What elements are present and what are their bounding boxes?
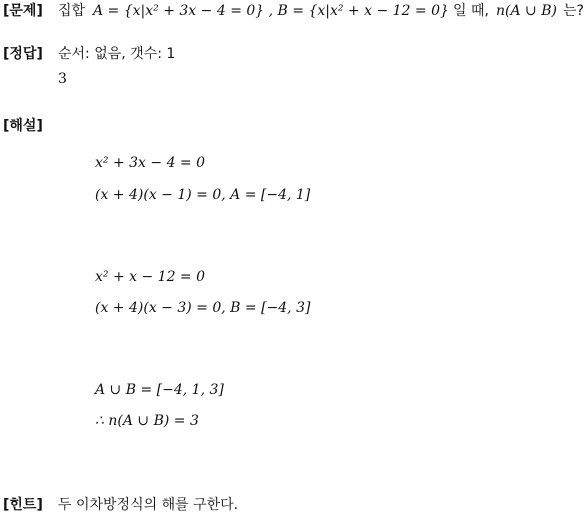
problem-suffix: 일 때, xyxy=(453,3,489,19)
problem-ending: 는? xyxy=(563,3,584,19)
problem-statement-math: A = {x|x² + 3x − 4 = 0} , B = {x|x² + x − 12 = 0} xyxy=(93,3,449,19)
answer-label: [정답] xyxy=(3,46,43,62)
answer-meta: 순서: 없음, 갯수: 1 xyxy=(58,46,176,62)
explanation-line-2: (x + 4)(x − 1) = 0, A = [−4, 1] xyxy=(95,187,311,203)
explanation-line-5: A ∪ B = [−4, 1, 3] xyxy=(95,382,224,398)
problem-prefix: 집합 xyxy=(58,3,86,19)
hint-text: 두 이차방정식의 해를 구한다. xyxy=(58,497,239,513)
explanation-line-4: (x + 4)(x − 3) = 0, B = [−4, 3] xyxy=(95,300,311,316)
explanation-line-6: ∴ n(A ∪ B) = 3 xyxy=(95,413,199,429)
answer-value: 3 xyxy=(58,71,67,87)
explanation-line-1: x² + 3x − 4 = 0 xyxy=(95,155,206,171)
explanation-line-3: x² + x − 12 = 0 xyxy=(95,269,206,285)
explanation-label: [해설] xyxy=(3,118,43,134)
hint-label: [힌트] xyxy=(3,497,43,513)
problem-label: [문제] xyxy=(3,3,43,19)
problem-question-math: n(A ∪ B) xyxy=(496,3,557,19)
